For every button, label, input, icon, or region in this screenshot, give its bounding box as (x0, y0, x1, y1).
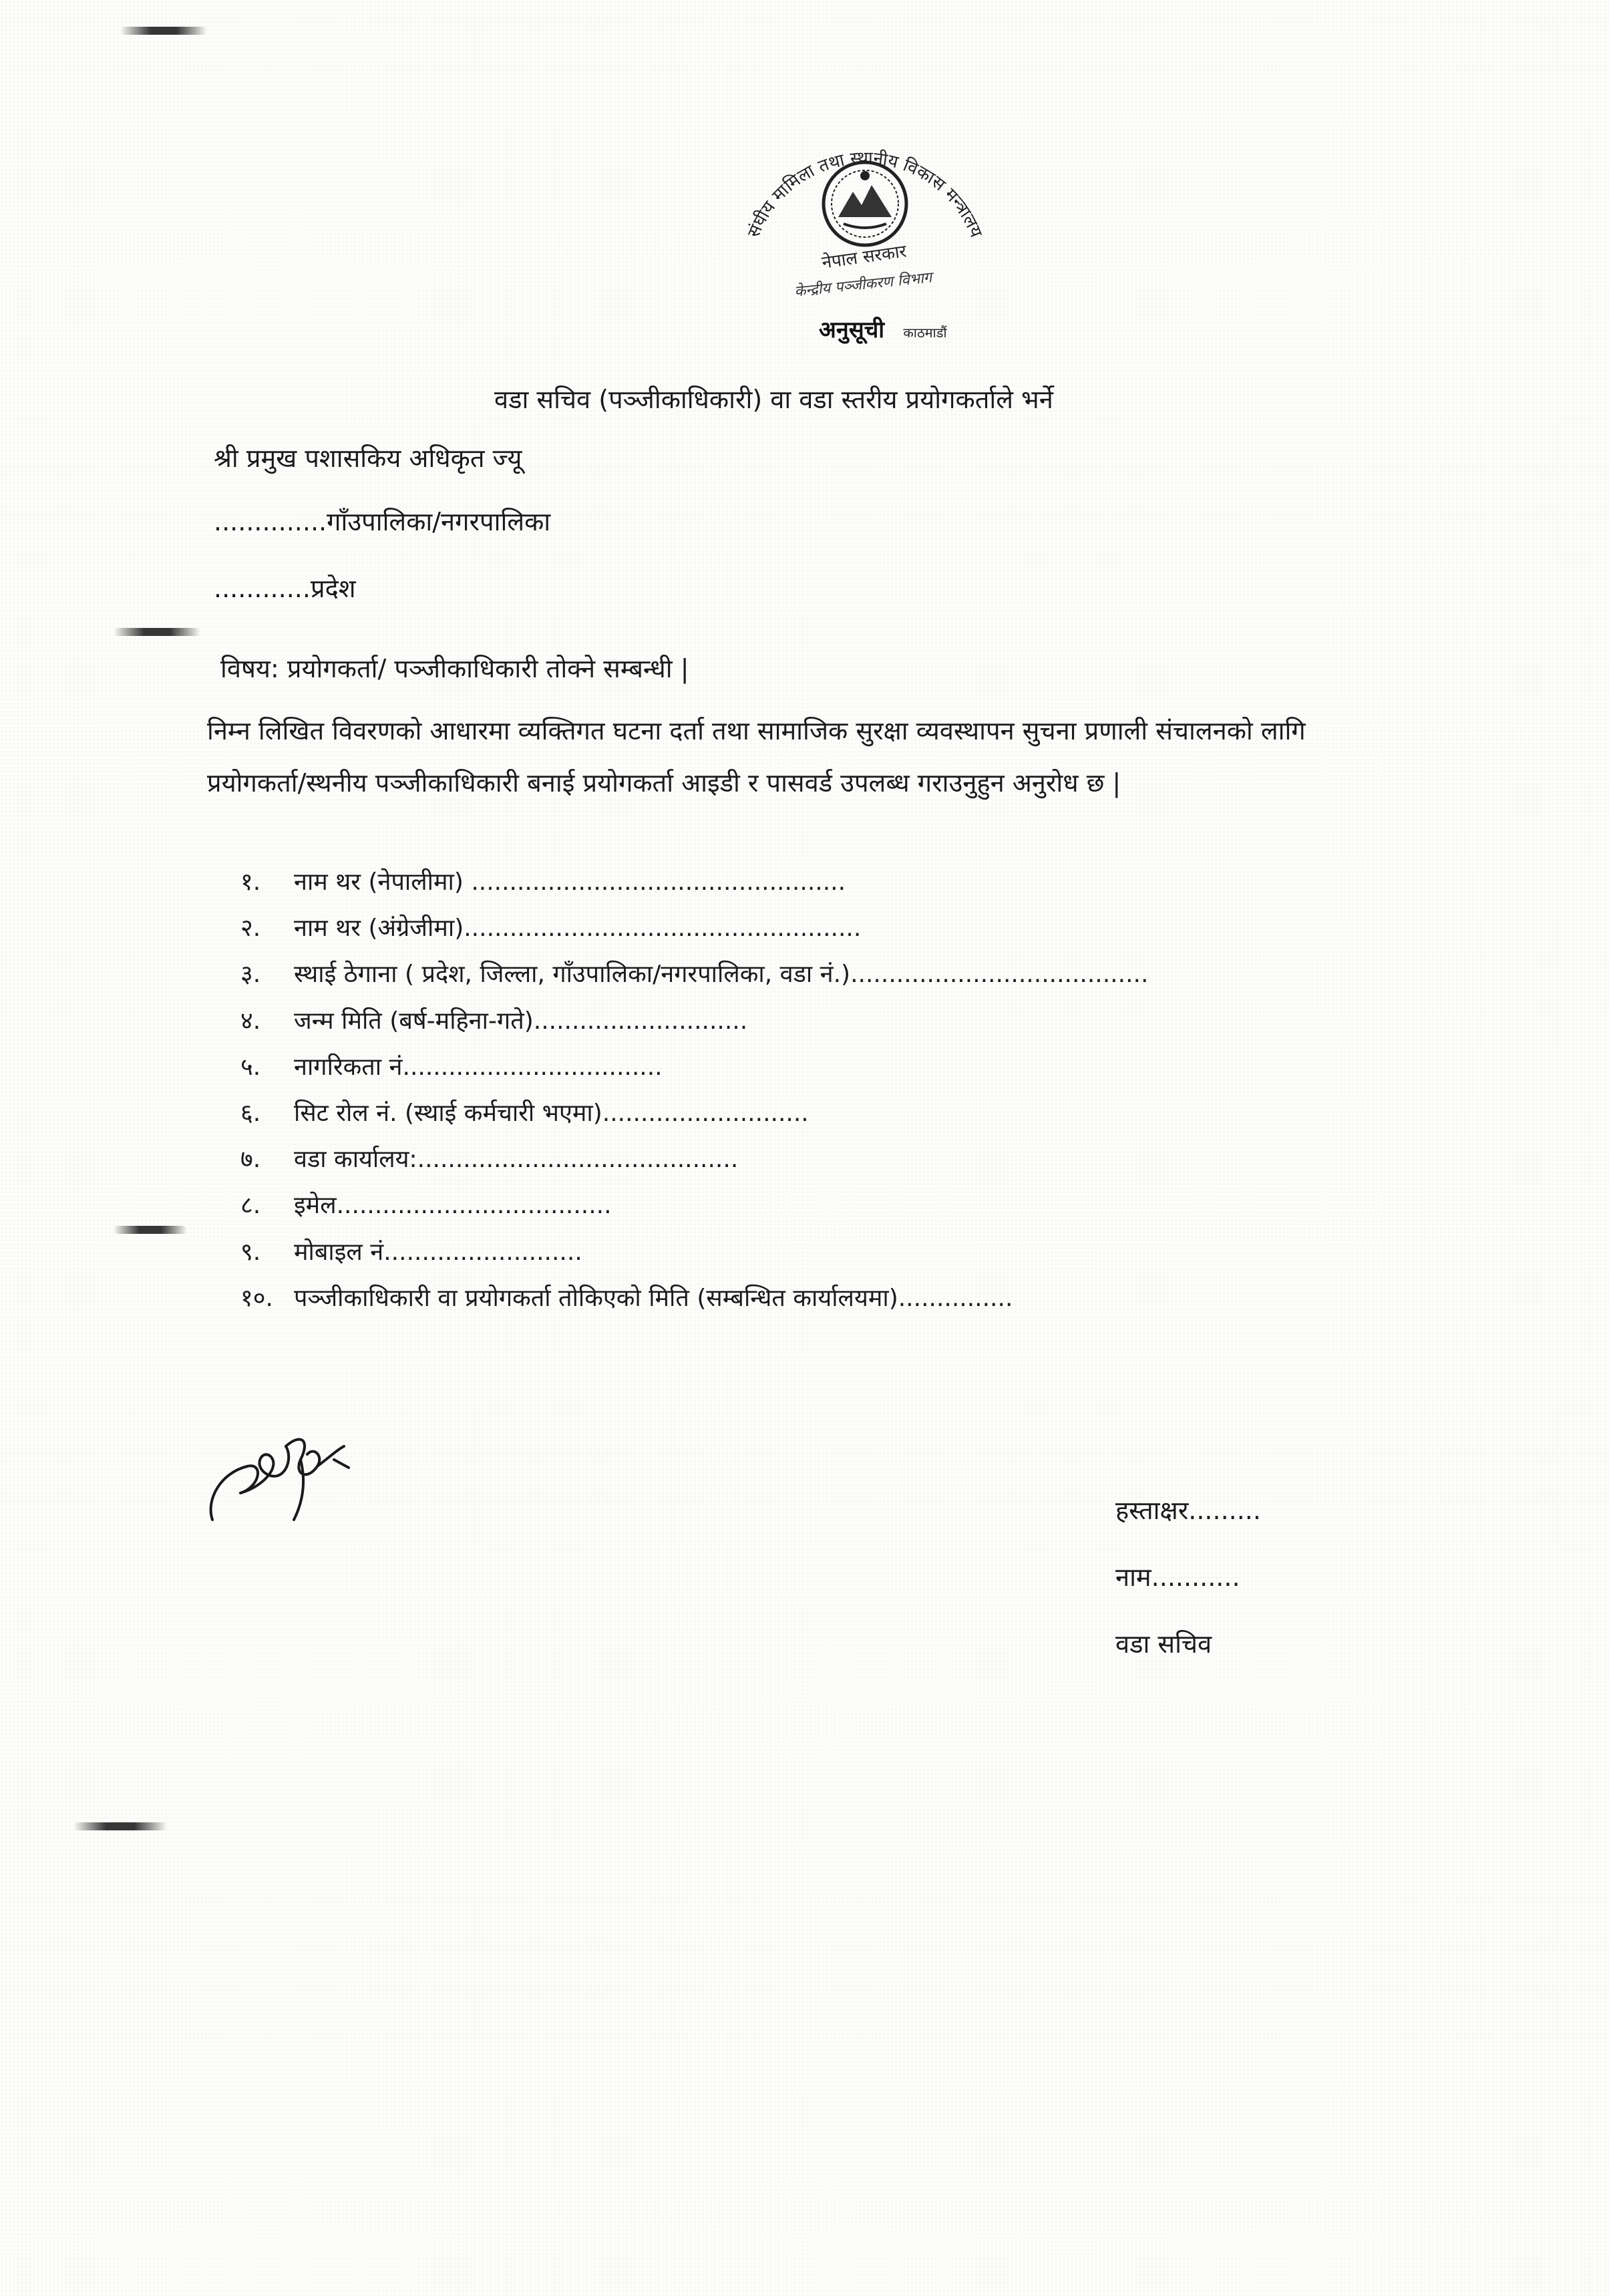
designation-label: वडा सचिव (1115, 1629, 1212, 1659)
field-number: ४. (240, 1007, 261, 1035)
list-item (240, 1235, 1148, 1281)
field-number: ७. (240, 1146, 261, 1174)
list-item (240, 865, 1148, 911)
field-number: ५. (240, 1053, 261, 1081)
list-item (240, 1142, 1148, 1188)
scan-artifact (114, 1226, 187, 1234)
field-number: २. (240, 915, 261, 943)
list-item (240, 957, 1148, 1003)
seal-line-1: नेपाल सरकार (820, 241, 908, 273)
field-label-sheet-roll-no: सिट रोल नं. (स्थाई कर्मचारी भएमा)........................... (294, 1099, 809, 1127)
field-number: ६. (240, 1099, 261, 1127)
field-number: ९. (240, 1238, 261, 1266)
handwritten-signature-icon (200, 1420, 361, 1536)
addressee: श्री प्रमुख पशासकिय अधिकृत ज्यू (214, 444, 522, 473)
scan-artifact (114, 628, 200, 636)
field-label-citizenship-no: नागरिकता नं.................................. (294, 1053, 663, 1081)
province-line: ............प्रदेश (214, 574, 356, 603)
field-number: १. (240, 868, 261, 896)
seal-line-3: अनुसूची (818, 317, 885, 343)
field-label-name-nepali: नाम थर (नेपालीमा) ................................................. (294, 868, 846, 896)
government-seal-icon (725, 144, 1005, 357)
list-item (240, 1096, 1148, 1142)
field-label-mobile-no: मोबाइल नं.......................... (294, 1238, 582, 1266)
scan-artifact (73, 1822, 167, 1830)
field-number: ३. (240, 961, 261, 989)
field-number: १०. (240, 1284, 273, 1312)
field-label-name-english: नाम थर (अंग्रेजीमा).................................................... (294, 915, 862, 943)
seal-line-4: काठमाडौं (903, 325, 947, 341)
field-label-permanent-address: स्थाई ठेगाना ( प्रदेश, जिल्ला, गाँउपालिका/नगरपालिका, वडा नं.)....................................... (294, 961, 1149, 989)
field-label-ward-office: वडा कार्यालय:.......................................... (294, 1146, 739, 1174)
subject-line: विषय: प्रयोगकर्ता/ पञ्जीकाधिकारी तोक्ने सम्बन्धी | (220, 654, 689, 683)
list-item (240, 1050, 1148, 1096)
seal-ring-text: संघीय मामिला तथा स्थानीय विकास मन्त्रालय (743, 148, 987, 240)
name-label: नाम........... (1115, 1563, 1240, 1592)
list-item (240, 1281, 1148, 1327)
field-list (240, 865, 1148, 1327)
scan-artifact (120, 27, 207, 35)
list-item (240, 1004, 1148, 1050)
field-label-appointment-date: पञ्जीकाधिकारी वा प्रयोगकर्ता तोकिएको मिति (सम्बन्धित कार्यालयमा)............... (294, 1284, 1013, 1312)
field-label-birth-date: जन्म मिति (बर्ष-महिना-गते)............................ (294, 1007, 748, 1035)
field-number: ८. (240, 1192, 261, 1220)
body-paragraph: निम्न लिखित विवरणको आधारमा व्यक्तिगत घटना दर्ता तथा सामाजिक सुरक्षा व्यवस्थापन सुचना प्रणाली संचालनको लागि प्रयोगकर्ता/स्थनीय पञ्जीकाधिकारी बनाई प्रयोगकर्ता आइडी र पासवर्ड उपलब्ध गराउनुहुन अनुरोध छ | (207, 716, 1306, 798)
seal-line-2: केन्द्रीय पञ्जीकरण विभाग (793, 269, 933, 301)
list-item (240, 911, 1148, 957)
list-item (240, 1188, 1148, 1235)
municipality-line: ..............गाँउपालिका/नगरपालिका (214, 507, 551, 536)
form-title: वडा सचिव (पञ्जीकाधिकारी) वा वडा स्तरीय प्रयोगकर्ताले भर्ने (494, 385, 1053, 414)
field-label-email: इमेल.................................... (294, 1192, 612, 1220)
signature-label: हस्ताक्षर......... (1115, 1496, 1261, 1525)
